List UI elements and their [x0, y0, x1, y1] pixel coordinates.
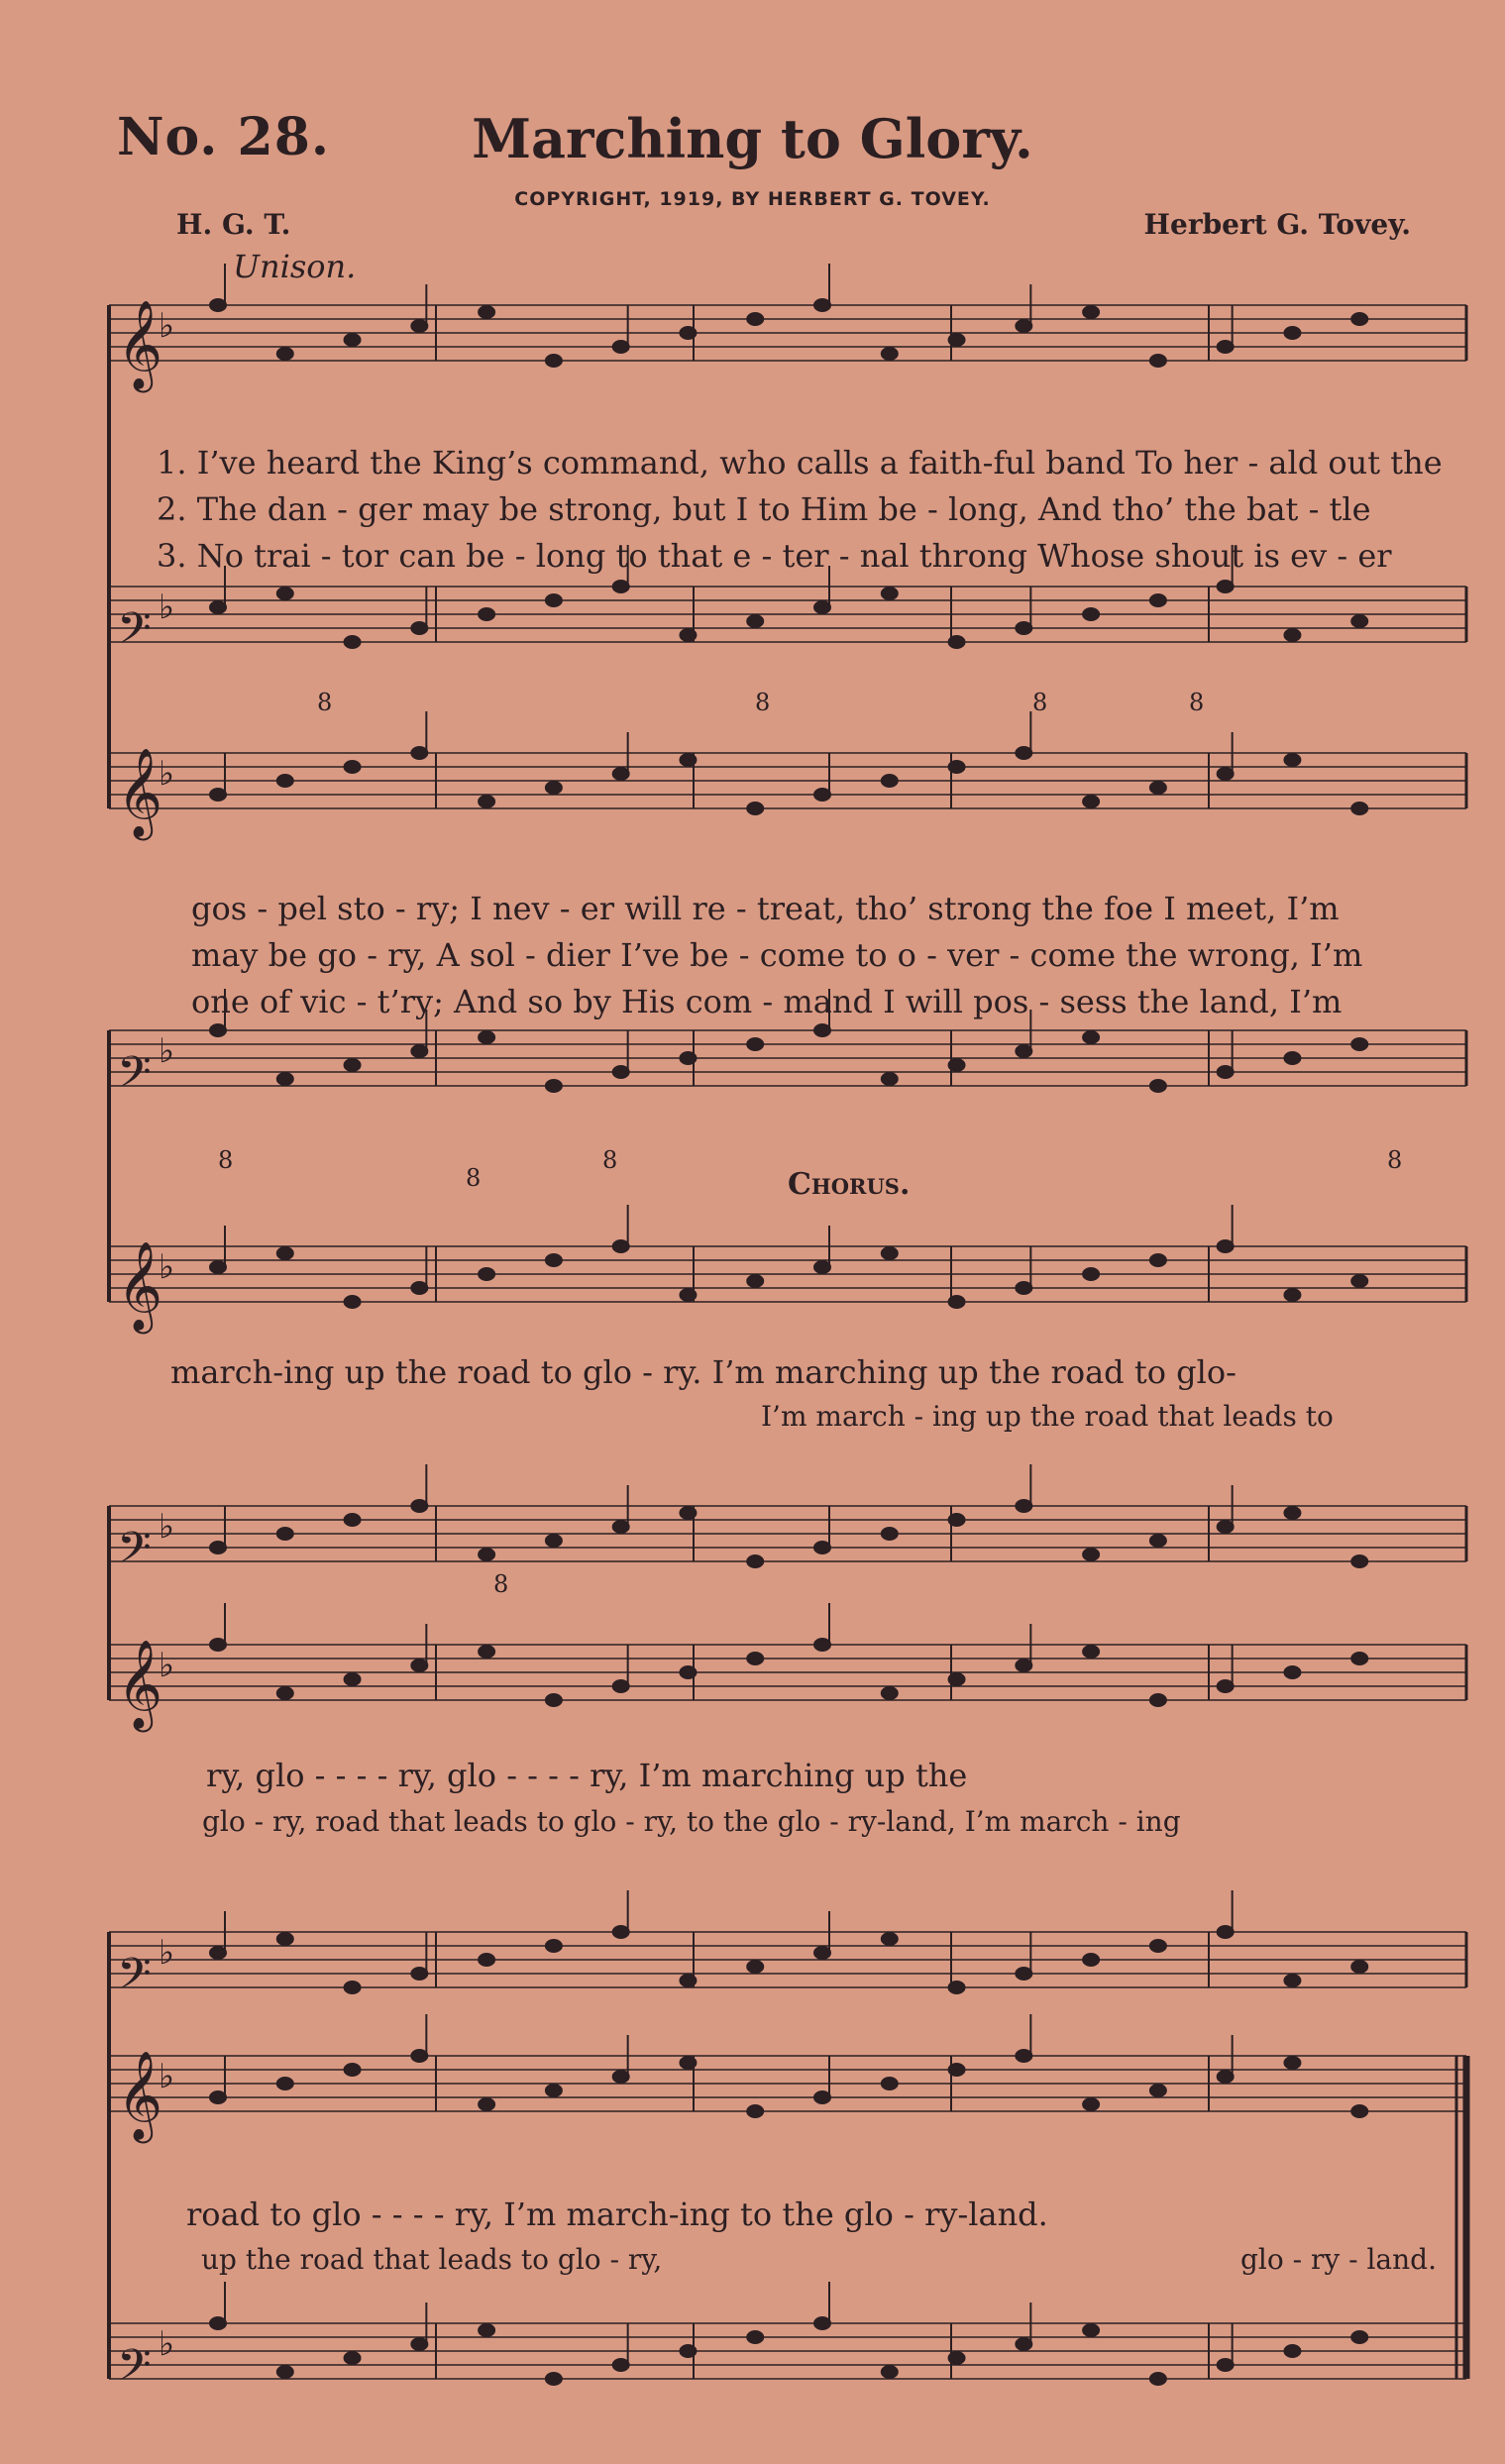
- notehead: [1083, 2324, 1099, 2336]
- clef-symbol: 𝄞: [117, 1241, 163, 1331]
- notehead: [345, 334, 361, 346]
- chorus-line-1-bass: I’m march - ing up the road that leads to: [761, 1400, 1334, 1433]
- notehead: [1284, 2057, 1300, 2069]
- notehead: [949, 2352, 965, 2364]
- notehead: [546, 355, 562, 367]
- notehead: [1351, 2105, 1367, 2117]
- notehead: [546, 1535, 562, 1547]
- notehead: [546, 1940, 562, 1952]
- notehead: [479, 306, 494, 318]
- notehead: [210, 299, 226, 311]
- clef-symbol: ♭: [159, 754, 175, 794]
- notehead: [1351, 2331, 1367, 2343]
- notehead: [411, 2050, 427, 2062]
- notehead: [949, 761, 965, 773]
- notehead: [479, 608, 494, 620]
- notehead: [882, 2366, 898, 2378]
- octave-mark: 8: [1189, 689, 1205, 716]
- notehead: [345, 2064, 361, 2076]
- notehead: [546, 594, 562, 606]
- notehead: [411, 2338, 427, 2350]
- octave-mark: 8: [1387, 1146, 1403, 1174]
- notehead: [345, 1673, 361, 1685]
- notehead: [814, 789, 830, 801]
- notehead: [1284, 629, 1300, 641]
- notehead: [747, 313, 763, 325]
- notehead: [949, 636, 965, 648]
- clef-symbol: ♭: [159, 588, 175, 627]
- notehead: [411, 1660, 427, 1671]
- verse-3-line-1: 3. No trai - tor can be - long to that e - ter - nal throng Whose shout is ev - er: [157, 537, 1392, 575]
- clef-symbol: 𝄢: [117, 1046, 152, 1109]
- notehead: [747, 615, 763, 627]
- notehead: [345, 636, 361, 648]
- notehead: [949, 1514, 965, 1526]
- notehead: [1351, 313, 1367, 325]
- notehead: [814, 1947, 830, 1959]
- notehead: [277, 1933, 293, 1945]
- notehead: [613, 1926, 629, 1938]
- notehead: [949, 1982, 965, 1993]
- notehead: [1351, 1038, 1367, 1050]
- notehead: [1218, 581, 1234, 592]
- clef-symbol: ♭: [159, 2057, 175, 2096]
- chorus-label: Chorus.: [788, 1167, 911, 1202]
- notehead: [277, 1528, 293, 1540]
- clef-symbol: ♭: [159, 1031, 175, 1071]
- chorus-line-2-bass: glo - ry, road that leads to glo - ry, to the glo - ry-land, I’m march - ing: [202, 1805, 1181, 1838]
- notehead: [1351, 803, 1367, 814]
- clef-symbol: 𝄢: [117, 1948, 152, 2010]
- notehead: [814, 1024, 830, 1036]
- notehead: [1284, 1666, 1300, 1678]
- notehead: [949, 1059, 965, 1071]
- notehead: [479, 1646, 494, 1658]
- notehead: [479, 1031, 494, 1043]
- notehead: [1218, 1240, 1234, 1252]
- notehead: [1284, 2345, 1300, 2357]
- notehead: [1083, 1954, 1099, 1966]
- octave-mark: 8: [602, 1146, 618, 1174]
- notehead: [1083, 1646, 1099, 1658]
- notehead: [613, 1521, 629, 1533]
- notehead: [479, 796, 494, 807]
- notehead: [210, 601, 226, 613]
- octave-mark: 8: [218, 1146, 234, 1174]
- notehead: [411, 1968, 427, 1980]
- notehead: [882, 1247, 898, 1259]
- notehead: [479, 1954, 494, 1966]
- notehead: [479, 1268, 494, 1280]
- notehead: [546, 1254, 562, 1266]
- octave-mark: 8: [317, 689, 333, 716]
- notehead: [613, 581, 629, 592]
- notehead: [345, 1982, 361, 1993]
- notehead: [1284, 1507, 1300, 1519]
- notehead: [411, 1045, 427, 1057]
- notehead: [747, 2331, 763, 2343]
- notehead: [210, 1639, 226, 1651]
- notehead: [680, 1666, 696, 1678]
- notehead: [613, 341, 629, 353]
- clef-symbol: 𝄞: [117, 748, 163, 837]
- notehead: [1150, 1080, 1166, 1092]
- notehead: [1150, 355, 1166, 367]
- notehead: [210, 1261, 226, 1273]
- notehead: [1083, 1549, 1099, 1560]
- music-composer: Herbert G. Tovey.: [1143, 208, 1411, 241]
- notehead: [680, 754, 696, 766]
- notehead: [210, 1542, 226, 1553]
- notehead: [680, 327, 696, 339]
- notehead: [814, 601, 830, 613]
- notehead: [277, 1687, 293, 1699]
- octave-mark: 8: [1032, 689, 1048, 716]
- notehead: [1083, 608, 1099, 620]
- octave-mark: 8: [493, 1570, 509, 1598]
- notehead: [747, 1275, 763, 1287]
- notehead: [814, 1639, 830, 1651]
- notehead: [1016, 1660, 1031, 1671]
- octave-mark: 8: [466, 1164, 482, 1192]
- notehead: [814, 1261, 830, 1273]
- notehead: [882, 348, 898, 360]
- notehead: [210, 2317, 226, 2329]
- notehead: [277, 348, 293, 360]
- notehead: [747, 1038, 763, 1050]
- notehead: [345, 1059, 361, 1071]
- notehead: [411, 1282, 427, 1294]
- notehead: [546, 1694, 562, 1706]
- hymn-number: No. 28.: [117, 107, 330, 167]
- chorus-line-2: ry, glo - - - - ry, glo - - - - ry, I’m marching up the: [206, 1757, 968, 1794]
- notehead: [277, 588, 293, 599]
- notehead: [1218, 2071, 1234, 2083]
- notehead: [1150, 2373, 1166, 2385]
- notehead: [1150, 782, 1166, 794]
- clef-symbol: ♭: [159, 1646, 175, 1685]
- chorus-line-1: march-ing up the road to glo - ry. I’m marching up the road to glo-: [170, 1353, 1236, 1391]
- notehead: [613, 2071, 629, 2083]
- notehead: [882, 1687, 898, 1699]
- notehead: [1284, 327, 1300, 339]
- clef-symbol: 𝄞: [117, 300, 163, 389]
- notehead: [949, 1673, 965, 1685]
- notehead: [345, 761, 361, 773]
- notehead: [747, 2105, 763, 2117]
- notehead: [814, 1542, 830, 1553]
- notehead: [277, 1247, 293, 1259]
- notehead: [1218, 341, 1234, 353]
- verse-2-line-2: may be go - ry, A sol - dier I’ve be - come to o - ver - come the wrong, I’m: [191, 936, 1363, 974]
- notehead: [411, 747, 427, 759]
- notehead: [1016, 2050, 1031, 2062]
- copyright-notice: COPYRIGHT, 1919, BY HERBERT G. TOVEY.: [514, 188, 991, 210]
- notehead: [1016, 2338, 1031, 2350]
- clef-symbol: ♭: [159, 1933, 175, 1973]
- notehead: [1083, 1031, 1099, 1043]
- clef-symbol: 𝄢: [117, 2339, 152, 2402]
- notehead: [1218, 768, 1234, 780]
- notehead: [345, 1296, 361, 1308]
- notehead: [411, 1500, 427, 1512]
- notehead: [882, 1073, 898, 1085]
- notehead: [277, 1073, 293, 1085]
- chorus-line-3-bass-b: glo - ry - land.: [1240, 2243, 1437, 2276]
- notehead: [1016, 747, 1031, 759]
- verse-3-line-2: one of vic - t’ry; And so by His com - mand I will pos - sess the land, I’m: [191, 983, 1343, 1020]
- notehead: [277, 2078, 293, 2089]
- notehead: [1016, 622, 1031, 634]
- notehead: [1150, 2085, 1166, 2096]
- notehead: [747, 1555, 763, 1567]
- notehead: [747, 1653, 763, 1664]
- notehead: [546, 2373, 562, 2385]
- notehead: [210, 789, 226, 801]
- verse-2-line-1: 2. The dan - ger may be strong, but I to Him be - long, And tho’ the bat - tle: [157, 490, 1371, 528]
- notehead: [949, 2064, 965, 2076]
- notehead: [1016, 1500, 1031, 1512]
- notehead: [613, 768, 629, 780]
- notehead: [613, 1240, 629, 1252]
- clef-symbol: 𝄢: [117, 1522, 152, 1584]
- chorus-line-3: road to glo - - - - ry, I’m march-ing to the glo - ry-land.: [186, 2196, 1048, 2233]
- notehead: [1351, 1653, 1367, 1664]
- notehead: [479, 2098, 494, 2110]
- notehead: [882, 775, 898, 787]
- notehead: [546, 782, 562, 794]
- notehead: [210, 1024, 226, 1036]
- notehead: [1218, 1521, 1234, 1533]
- notehead: [1016, 1968, 1031, 1980]
- notehead: [1150, 1535, 1166, 1547]
- clef-symbol: 𝄞: [117, 2051, 163, 2140]
- chorus-line-3-bass-a: up the road that leads to glo - ry,: [201, 2243, 663, 2276]
- notehead: [1218, 1926, 1234, 1938]
- notehead: [1351, 1555, 1367, 1567]
- notehead: [479, 1549, 494, 1560]
- notehead: [479, 2324, 494, 2336]
- notehead: [613, 1680, 629, 1692]
- clef-symbol: ♭: [159, 1247, 175, 1287]
- notehead: [680, 1289, 696, 1301]
- notehead: [949, 1296, 965, 1308]
- notehead: [680, 2345, 696, 2357]
- notehead: [1284, 754, 1300, 766]
- notehead: [345, 2352, 361, 2364]
- performance-direction: Unison.: [233, 248, 357, 285]
- notehead: [345, 1514, 361, 1526]
- notehead: [882, 588, 898, 599]
- notehead: [1016, 1282, 1031, 1294]
- notehead: [411, 320, 427, 332]
- verse-1-line-2: gos - pel sto - ry; I nev - er will re - treat, tho’ strong the foe I meet, I’m: [191, 890, 1340, 927]
- notehead: [747, 803, 763, 814]
- notehead: [1150, 594, 1166, 606]
- notehead: [1083, 2098, 1099, 2110]
- notehead: [210, 1947, 226, 1959]
- octave-mark: 8: [755, 689, 771, 716]
- notehead: [1083, 306, 1099, 318]
- notehead: [1351, 615, 1367, 627]
- notehead: [1083, 1268, 1099, 1280]
- notehead: [1351, 1275, 1367, 1287]
- notehead: [613, 2359, 629, 2371]
- notehead: [882, 1528, 898, 1540]
- notehead: [814, 2317, 830, 2329]
- notehead: [814, 299, 830, 311]
- notehead: [1083, 796, 1099, 807]
- clef-symbol: ♭: [159, 2324, 175, 2364]
- notehead: [747, 1961, 763, 1973]
- notehead: [1218, 1680, 1234, 1692]
- notehead: [277, 2366, 293, 2378]
- notehead: [680, 2057, 696, 2069]
- notehead: [680, 629, 696, 641]
- words-author: H. G. T.: [176, 208, 291, 241]
- notehead: [546, 1080, 562, 1092]
- notehead: [680, 1507, 696, 1519]
- notehead: [1150, 1254, 1166, 1266]
- notehead: [680, 1975, 696, 1986]
- notehead: [1150, 1940, 1166, 1952]
- notehead: [949, 334, 965, 346]
- clef-symbol: ♭: [159, 1507, 175, 1547]
- notehead: [210, 2091, 226, 2103]
- notehead: [882, 1933, 898, 1945]
- notehead: [882, 2078, 898, 2089]
- notehead: [613, 1066, 629, 1078]
- clef-symbol: ♭: [159, 306, 175, 346]
- clef-symbol: 𝄢: [117, 602, 152, 665]
- notehead: [1218, 2359, 1234, 2371]
- notehead: [1351, 1961, 1367, 1973]
- clef-symbol: 𝄞: [117, 1640, 163, 1729]
- notehead: [1284, 1289, 1300, 1301]
- notehead: [1016, 1045, 1031, 1057]
- notehead: [680, 1052, 696, 1064]
- notehead: [1150, 1694, 1166, 1706]
- verse-1-line-1: 1. I’ve heard the King’s command, who calls a faith-ful band To her - ald out the: [157, 444, 1443, 482]
- notehead: [1016, 320, 1031, 332]
- notehead: [411, 622, 427, 634]
- notehead: [546, 2085, 562, 2096]
- notehead: [1218, 1066, 1234, 1078]
- notehead: [1284, 1052, 1300, 1064]
- notehead: [277, 775, 293, 787]
- notehead: [1284, 1975, 1300, 1986]
- notehead: [814, 2091, 830, 2103]
- hymn-title: Marching to Glory.: [472, 107, 1033, 170]
